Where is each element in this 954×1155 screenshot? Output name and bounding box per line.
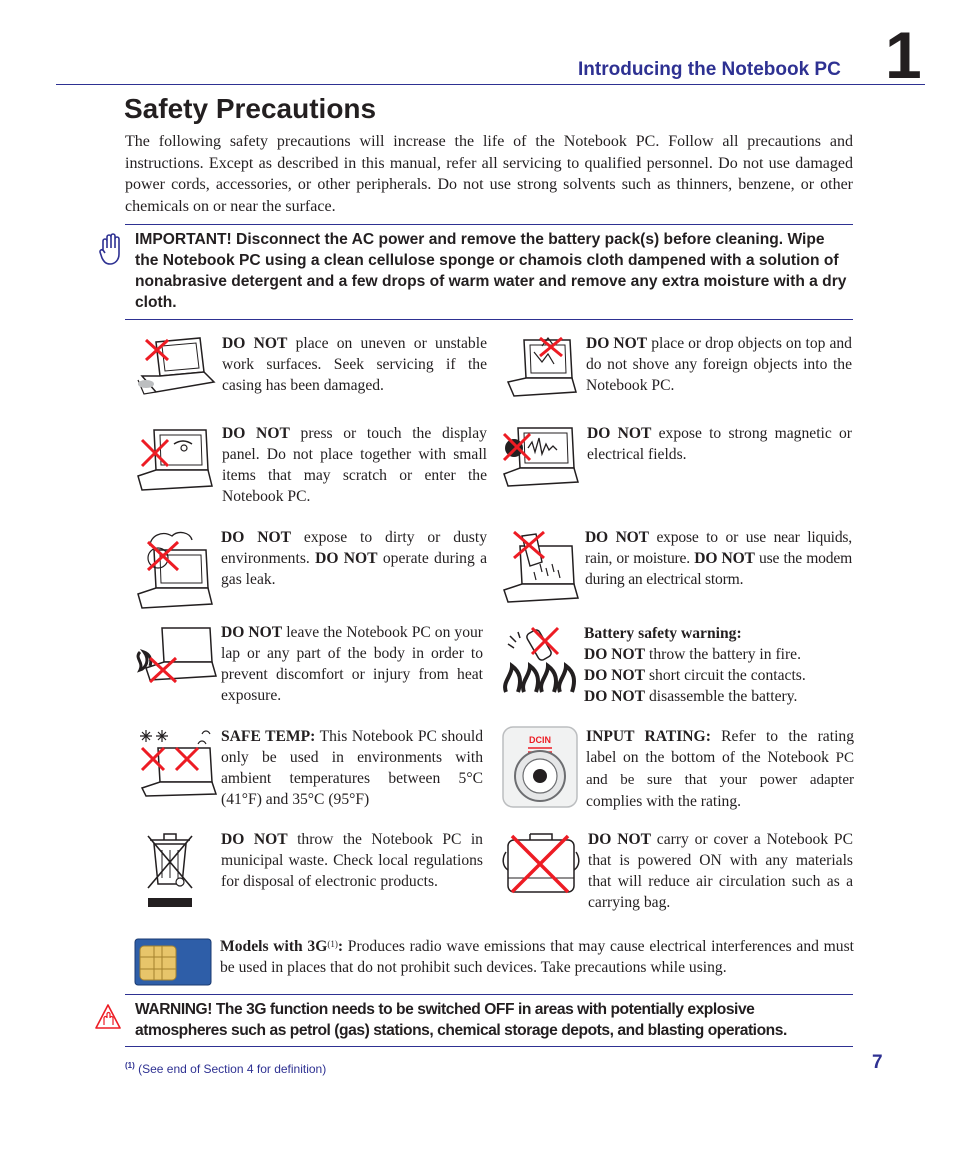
important-bottom-rule xyxy=(125,319,853,320)
section-title: Introducing the Notebook PC xyxy=(578,59,841,80)
battery-line-fire: DO NOT throw the battery in fire. xyxy=(584,646,801,663)
battery-line-disassemble: DO NOT disassemble the battery. xyxy=(584,688,798,705)
sim-card-icon xyxy=(134,938,212,986)
item-display-press: DO NOT press or touch the display panel. Do not place together with small items that may scratch or enter the Notebook PC. xyxy=(222,425,487,505)
intro-paragraph: The following safety precautions will increase the life of the Notebook PC. Follow all precautions and instructions. Except as described in this manual, refer all servicing to qualified personnel. Do not use damaged power cords, accessories, or other peripherals. Do not use strong solvents such as thinners, benzene, or other chemicals on or near the surface. xyxy=(125,133,853,215)
item-liquids: DO NOT expose to or use near liquids, rain, or moisture. DO NOT use the modem during an electrical storm. xyxy=(585,529,852,588)
waste-bin-icon xyxy=(144,830,196,910)
item-lap-heat: DO NOT leave the Notebook PC on your lap or any part of the body in order to prevent discomfort or injury from heat exposure. xyxy=(221,624,483,704)
hand-stop-icon xyxy=(98,232,124,266)
item-dust: DO NOT expose to dirty or dusty environments. DO NOT operate during a gas leak. xyxy=(221,529,487,588)
battery-line-short-circuit: DO NOT short circuit the contacts. xyxy=(584,667,806,684)
carrying-bag-icon xyxy=(502,828,580,898)
warning-notice: WARNING! The 3G function needs to be switched OFF in areas with potentially explosive atmospheres such as petrol (gas) stations, chemical storage depots, and blasting operations. xyxy=(135,1001,787,1039)
item-magnetic-fields: DO NOT expose to strong magnetic or electrical fields. xyxy=(587,425,852,463)
chapter-number: 1 xyxy=(885,18,922,92)
item-battery-warning xyxy=(584,623,854,707)
battery-fire-icon xyxy=(502,624,580,696)
objects-on-top-icon xyxy=(502,334,580,400)
item-input-rating: INPUT RATING: Refer to the rating label on the bottom of the Notebook PC and be sure that your power adapter complies with the rating. xyxy=(586,728,854,810)
uneven-surface-icon xyxy=(134,334,218,398)
warning-bottom-rule xyxy=(125,1046,853,1047)
page-number: 7 xyxy=(872,1052,883,1073)
warning-hand-icon xyxy=(94,1003,122,1031)
battery-warning-heading: Battery safety warning: xyxy=(584,625,742,642)
footnote: $^{(1)}$ (See end of Section 4 for definition) xyxy=(125,1061,327,1076)
liquid-icon xyxy=(500,528,580,606)
dust-icon xyxy=(134,528,218,612)
item-objects-on-top: DO NOT place or drop objects on top and do not shove any foreign objects into the Notebook PC. xyxy=(586,335,852,394)
item-safe-temp: SAFE TEMP: This Notebook PC should only be used in environments with ambient temperatures between 5°C (41°F) and 35°C (95°F) xyxy=(221,728,484,808)
important-notice: IMPORTANT! Disconnect the AC power and remove the battery pack(s) before cleaning. Wipe the Notebook PC using a clean cellulose sponge or chamois cloth dampened with a solution of nonabrasive detergent and a few drops of warm water and remove any extra moisture with a dry cloth. xyxy=(135,231,847,311)
dcin-label: DCIN xyxy=(529,735,551,745)
page-title: Safety Precautions xyxy=(124,93,377,124)
lap-heat-icon xyxy=(134,624,218,690)
item-municipal-waste: DO NOT throw the Notebook PC in municipal waste. Check local regulations for disposal of electronic products. xyxy=(221,831,483,890)
important-top-rule xyxy=(125,224,853,225)
touch-display-icon xyxy=(134,424,218,498)
warning-top-rule xyxy=(125,994,853,995)
models-3g-note: Models with $3G^{(1)}$: Produces radio wave emissions that may cause electrical interferences and must be used in places that do not prohibit such devices. Take precautions while using. xyxy=(220,938,854,976)
item-uneven-surface: DO NOT place on uneven or unstable work surfaces. Seek servicing if the casing has been damaged. xyxy=(222,335,487,394)
magnetic-field-icon xyxy=(500,424,580,490)
item-carrying-bag: DO NOT carry or cover a Notebook PC that is powered ON with any materials that will reduce air circulation such as a carrying bag. xyxy=(588,831,853,911)
dcin-input-icon xyxy=(502,726,578,808)
header-rule xyxy=(56,84,925,85)
temperature-icon xyxy=(134,726,218,798)
